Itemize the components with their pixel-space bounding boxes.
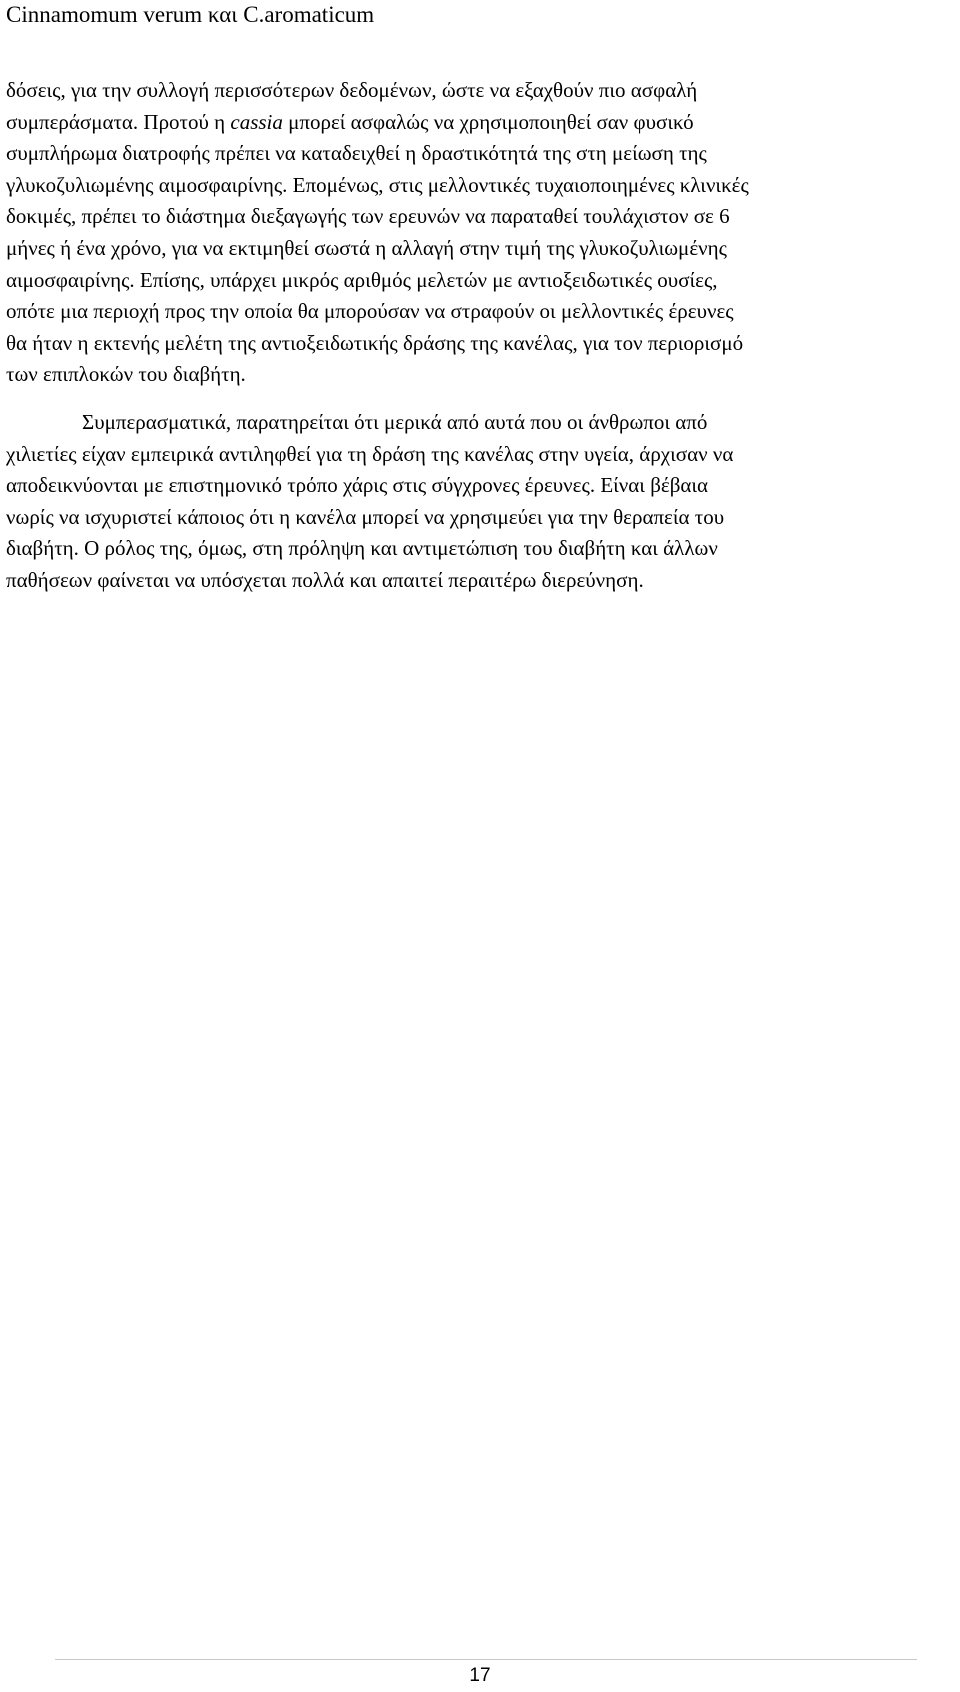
paragraph-line: [6, 565, 956, 597]
paragraph-line: [6, 470, 956, 502]
text-segment: παθήσεων φαίνεται να υπόσχεται πολλά και απαιτεί περαιτέρω διερεύνηση.: [6, 567, 644, 592]
text-segment: μπορεί ασφαλώς να χρησιμοποιηθεί σαν φυσικό: [282, 109, 694, 134]
paragraph-line: [6, 107, 956, 139]
paragraph-line: [6, 233, 956, 265]
text-segment: διαβήτη. Ο ρόλος της, όμως, στη πρόληψη και αντιμετώπιση του διαβήτη και άλλων: [6, 536, 718, 561]
paragraph-line: [6, 407, 956, 439]
page-number: 17: [469, 1665, 491, 1686]
body-paragraph-2: [6, 407, 956, 597]
paragraph-line: [6, 439, 956, 471]
paragraph-line: [6, 75, 956, 107]
text-segment: Συμπερασματικά, παρατηρείται ότι μερικά από αυτά που οι άνθρωποι από: [82, 410, 708, 434]
text-segment: αποδεικνύονται με επιστημονικό τρόπο χάρις στις σύγχρονες έρευνες. Είναι βέβαια: [6, 473, 709, 498]
text-segment: συμπεράσματα. Προτού η: [6, 109, 231, 134]
text-segment: αιμοσφαιρίνης. Επίσης, υπάρχει μικρός αριθμός μελετών με αντιοξειδωτικές ουσίες,: [6, 267, 718, 292]
running-header-title: Cinnamomum verum και C.aromaticum: [6, 2, 375, 27]
text-segment: των επιπλοκών του διαβήτη.: [6, 362, 246, 387]
text-segment: νωρίς να ισχυριστεί κάποιος ότι η κανέλα μπορεί να χρησιμεύει για την θεραπεία του: [6, 504, 725, 529]
italic-term: cassia: [230, 109, 283, 134]
paragraph-line: [6, 138, 956, 170]
text-segment: δοκιμές, πρέπει το διάστημα διεξαγωγής των ερευνών να παραταθεί τουλάχιστον σε 6: [6, 204, 730, 229]
text-segment: θα ήταν η εκτενής μελέτη της αντιοξειδωτικής δράσης της κανέλας, για τον περιορισμό: [6, 330, 744, 355]
paragraph-line: [6, 201, 956, 233]
text-segment: δόσεις, για την συλλογή περισσότερων δεδομένων, ώστε να εξαχθούν πιο ασφαλή: [6, 78, 698, 102]
paragraph-line: [6, 296, 956, 328]
paragraph-line: [6, 170, 956, 202]
body-paragraph-1: [6, 75, 956, 391]
paragraph-line: [6, 328, 956, 360]
paragraph-line: [6, 265, 956, 297]
footer-divider: [55, 1659, 917, 1660]
paragraph-line: [6, 359, 956, 391]
text-segment: γλυκοζυλιωμένης αιμοσφαιρίνης. Επομένως, στις μελλοντικές τυχαιοποιημένες κλινικές: [6, 172, 749, 197]
text-segment: οπότε μια περιοχή προς την οποία θα μπορούσαν να στραφούν οι μελλοντικές έρευνες: [6, 299, 734, 324]
text-segment: μήνες ή ένα χρόνο, για να εκτιμηθεί σωστά η αλλαγή στην τιμή της γλυκοζυλιωμένης: [6, 235, 727, 260]
text-segment: συμπλήρωμα διατροφής πρέπει να καταδειχθεί η δραστικότητά της στη μείωση της: [6, 141, 707, 166]
text-segment: χιλιετίες είχαν εμπειρικά αντιληφθεί για τη δράση της κανέλας στην υγεία, άρχισαν να: [6, 441, 734, 466]
paragraph-line: [6, 502, 956, 534]
paragraph-line: [6, 533, 956, 565]
